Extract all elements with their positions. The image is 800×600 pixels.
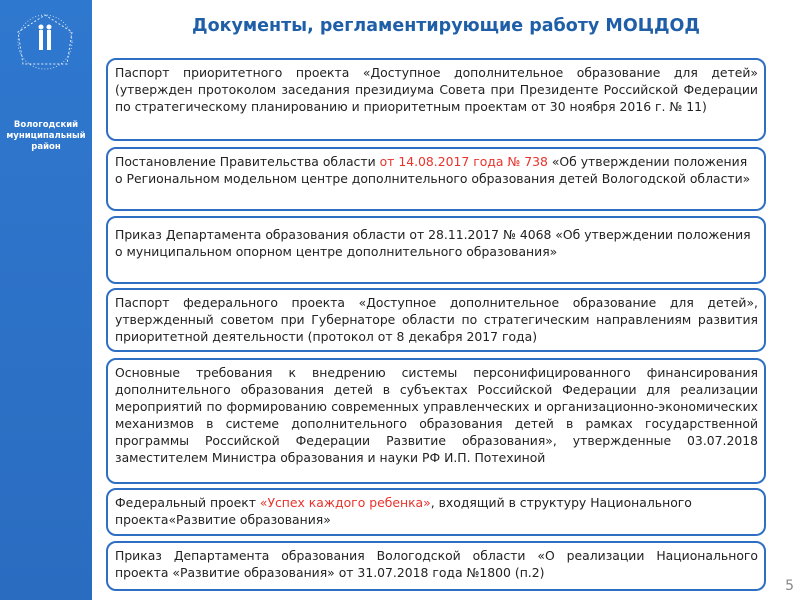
document-box-6 — [106, 488, 766, 536]
page-number: 5 — [785, 578, 794, 594]
document-text: Приказ Департамента образования Вологодской области «О реализации Национального проекта «Развитие образования» от 31.07.2018 года №1800 (п.2) — [115, 548, 758, 580]
document-text: Федеральный проект — [115, 495, 260, 510]
region-label: Вологодский муниципальный район — [6, 120, 86, 152]
document-box-4 — [106, 288, 766, 352]
project-name-highlight: «Успех каждого ребенка» — [259, 495, 431, 510]
page-title: Документы, регламентирующие работу МОЦДОД — [191, 16, 700, 36]
document-box-1 — [106, 58, 766, 141]
document-text: Паспорт приоритетного проекта «Доступное дополнительное образование для детей» (утвержден протоколом заседания президиума Совета при Президенте Российской Федерации по стратегическому планированию и приоритетным проектам от 30 ноября 2016 г. № 11) — [115, 65, 758, 114]
document-box-7 — [106, 541, 766, 591]
document-text: Постановление Правительства области — [115, 154, 380, 169]
document-text: «Об утверждении положения о Региональном модельном центре дополнительного образования детей Вологодской области» — [115, 154, 751, 186]
document-text: Паспорт федерального проекта «Доступное дополнительное образование для детей», утвержденный советом при Губернаторе области по стратегическим направлениям развития приоритетной деятельности (протокол от 8 декабря 2017 года) — [115, 295, 758, 344]
document-box-5 — [106, 358, 766, 484]
emblem-logo-icon — [12, 12, 78, 72]
document-text: , входящий в структуру Национального проекта«Развитие образования» — [115, 495, 692, 527]
document-date-highlight: от 14.08.2017 года № 738 — [379, 154, 548, 169]
sidebar — [0, 0, 92, 600]
document-box-3 — [106, 216, 766, 284]
document-text: Приказ Департамента образования области от 28.11.2017 № 4068 «Об утверждении положения о муниципальном опорном центре дополнительного образования» — [115, 227, 751, 259]
document-text: Основные требования к внедрению системы персонифицированного финансирования дополнительного образования детей в субъектах Российской Федерации для реализации мероприятий по формированию современных управленческих и организационно-экономических механизмов в системе дополнительного образования детей в рамках государственной программы Российской Федерации Развитие образования», утвержденные 03.07.2018 заместителем Министра образования и науки РФ И.П. Потехиной — [115, 365, 758, 465]
document-box-2 — [106, 147, 766, 211]
